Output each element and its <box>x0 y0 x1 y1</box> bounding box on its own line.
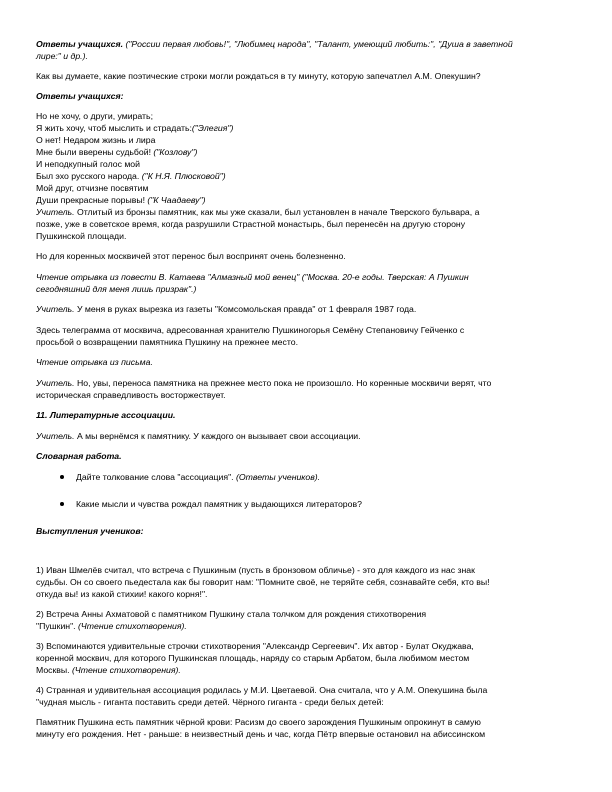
text-line <box>36 620 576 632</box>
text-line <box>36 194 576 206</box>
text-line <box>36 50 576 62</box>
text-line <box>36 324 576 336</box>
bullet-list-item <box>36 498 612 510</box>
text-run: Души прекрасные порывы! <box>36 195 148 205</box>
text-line <box>36 70 576 82</box>
text-run: Учитель. <box>36 431 75 441</box>
text-run: Но для коренных москвичей этот перенос был воспринят очень болезненно. <box>36 251 346 261</box>
text-run: коренной москвич, для которого Пушкинская площадь, наряду со старым Арбатом, была любимом местом <box>36 653 470 663</box>
text-run: 11. Литературные ассоциации. <box>36 410 176 420</box>
text-line <box>36 170 576 182</box>
text-run: ("Элегия") <box>191 123 234 133</box>
paragraph <box>36 608 576 632</box>
text-line <box>36 206 576 218</box>
text-run: Чтение отрывка из письма. <box>36 357 153 367</box>
text-run: 4) Странная и удивительная ассоциация родилась у М.И. Цветаевой. Она считала, что у А.М. Опекушина была <box>36 685 488 695</box>
text-run: Памятник Пушкина есть памятник чёрной крови: Расизм до своего зарождения Пушкиным опрокинут в самую <box>36 717 481 727</box>
text-run: Словарная работа. <box>36 451 122 461</box>
text-run: Отлитый из бронзы памятник, как мы уже сказали, был установлен в начале Тверского бульвара, а <box>74 207 480 217</box>
paragraph <box>36 356 576 368</box>
text-line <box>36 664 576 676</box>
text-line <box>36 377 576 389</box>
text-line <box>36 356 576 368</box>
text-run: судьбы. Он со своего пьедестала как бы говорит нам: "Помните своё, не теряйте себя, сознавайте себя, кто вы! <box>36 577 490 587</box>
paragraph <box>36 90 576 102</box>
text-line <box>36 608 576 620</box>
text-run: Ответы учащихся. <box>36 39 124 49</box>
text-run: Я жить хочу, чтоб мыслить и страдать: <box>36 123 192 133</box>
text-run: позже, уже в советское время, когда разрушили Страстной монастырь, был перенесён на другую сторону <box>36 219 466 229</box>
text-run: 2) Встреча Анны Ахматовой с памятником Пушкину стала толчком для рождения стихотворения <box>36 609 427 619</box>
text-run: А мы вернёмся к памятнику. У каждого он вызывает свои ассоциации. <box>74 431 361 441</box>
text-line <box>36 158 576 170</box>
text-line <box>36 716 576 728</box>
text-run: У меня в руках вырезка из газеты "Комсомольская правда" от 1 февраля 1987 года. <box>74 304 417 314</box>
text-run: историческая справедливость восторжествует. <box>36 390 226 400</box>
text-run: 3) Вспоминаются удивительные строчки стихотворения "Александр Сергеевич". Их автор - Булат Окуджава, <box>36 641 474 651</box>
text-run: просьбой о возвращении памятника Пушкину на прежнее место. <box>36 337 298 347</box>
text-line <box>36 640 576 652</box>
text-line <box>36 728 576 740</box>
text-line <box>36 652 576 664</box>
text-run: Какие мысли и чувства рождал памятник у выдающихся литераторов? <box>76 499 362 509</box>
text-run: Чтение отрывка из повести В. Катаева "Алмазный мой венец" ("Москва. 20-е годы. Тверская: А Пушкин <box>36 272 469 282</box>
paragraph <box>36 70 576 82</box>
text-run: лире:" и др.). <box>36 51 88 61</box>
text-line <box>36 134 576 146</box>
text-run: Мой друг, отчизне посвятим <box>36 183 149 193</box>
text-line <box>36 450 576 462</box>
text-line <box>36 218 576 230</box>
text-line <box>36 576 576 588</box>
text-run: Пушкинской площади. <box>36 231 127 241</box>
text-run: ("К Н.Я. Плюсковой") <box>141 171 226 181</box>
text-line <box>36 146 576 158</box>
text-run: Дайте толкование слова "ассоциация". <box>76 472 237 482</box>
text-run: Но не хочу, о други, умирать; <box>36 111 153 121</box>
text-run: Был эхо русского народа. <box>36 171 142 181</box>
text-line <box>36 230 576 242</box>
text-line <box>36 684 576 696</box>
text-run: Учитель. <box>36 304 75 314</box>
text-run: ("Козлову") <box>153 147 198 157</box>
paragraph <box>36 250 576 262</box>
text-run: сегодняшний для меня лишь призрак".) <box>36 284 197 294</box>
text-run: "Пушкин". <box>36 621 79 631</box>
text-line <box>36 283 576 295</box>
text-run: Мне были вверены судьбой! <box>36 147 154 157</box>
paragraph <box>36 716 576 740</box>
text-run: Но, увы, переноса памятника на прежнее место пока не произошло. Но коренные москвичи верят, что <box>74 378 492 388</box>
paragraph <box>36 564 576 600</box>
text-run: Учитель. <box>36 207 75 217</box>
text-run: Выступления учеников: <box>36 526 144 536</box>
text-line <box>76 471 612 483</box>
text-run: Ответы учащихся: <box>36 91 124 101</box>
text-line <box>36 250 576 262</box>
text-run: Здесь телеграмма от москвича, адресованная хранителю Пушкиногорья Семёну Степановичу Гейченко с <box>36 325 465 335</box>
text-line <box>36 90 576 102</box>
text-run: О нет! Недаром жизнь и лира <box>36 135 156 145</box>
paragraph <box>36 409 576 421</box>
text-run: ("К Чаадаеву") <box>147 195 206 205</box>
text-run: (Чтение стихотворения). <box>78 621 187 631</box>
text-run: откуда вы! из какой стихии! какого корня!". <box>36 589 208 599</box>
bullet-dot-icon <box>60 475 64 479</box>
text-run: минуту его рождения. Нет - раньше: в неизвестный день и час, когда Пётр впервые остановил на абиссинском <box>36 729 486 739</box>
paragraph <box>36 110 576 242</box>
paragraph <box>36 430 576 442</box>
text-line <box>36 430 576 442</box>
text-line <box>36 182 576 194</box>
paragraph <box>36 303 576 315</box>
text-run: И неподкупный голос мой <box>36 159 140 169</box>
text-line <box>36 588 576 600</box>
paragraph <box>36 684 576 708</box>
text-run: ("России первая любовь!", "Любимец народа", "Талант, умеющий любить:", "Душа в заветной <box>123 39 513 49</box>
text-run: Учитель. <box>36 378 75 388</box>
text-line <box>36 409 576 421</box>
text-run: Как вы думаете, какие поэтические строки могли рождаться в ту минуту, которую запечатлел А.М. Опекушин? <box>36 71 481 81</box>
bullet-dot-icon <box>60 502 64 506</box>
paragraph <box>36 377 576 401</box>
text-line <box>36 525 576 537</box>
text-run: "чудная мысль - гиганта поставить среди детей. Чёрного гиганта - среди белых детей: <box>36 697 384 707</box>
paragraph <box>36 640 576 676</box>
text-run: 1) Иван Шмелёв считал, что встреча с Пушкиным (пусть в бронзовом обличье) - это для каждого из нас знак <box>36 565 475 575</box>
text-run: Москвы. <box>36 665 72 675</box>
text-line <box>36 122 576 134</box>
bullet-list-item <box>36 471 612 483</box>
paragraph <box>36 38 576 62</box>
text-line <box>36 389 576 401</box>
text-line <box>36 38 576 50</box>
text-line <box>36 271 576 283</box>
text-line <box>36 110 576 122</box>
paragraph <box>36 324 576 348</box>
text-line <box>36 696 576 708</box>
text-line <box>36 336 576 348</box>
paragraph <box>36 450 576 462</box>
paragraph <box>36 525 576 537</box>
text-line <box>36 303 576 315</box>
paragraph <box>36 271 576 295</box>
text-run: (Ответы учеников). <box>236 472 321 482</box>
text-run: (Чтение стихотворения). <box>72 665 181 675</box>
text-line <box>36 564 576 576</box>
text-line <box>76 498 612 510</box>
